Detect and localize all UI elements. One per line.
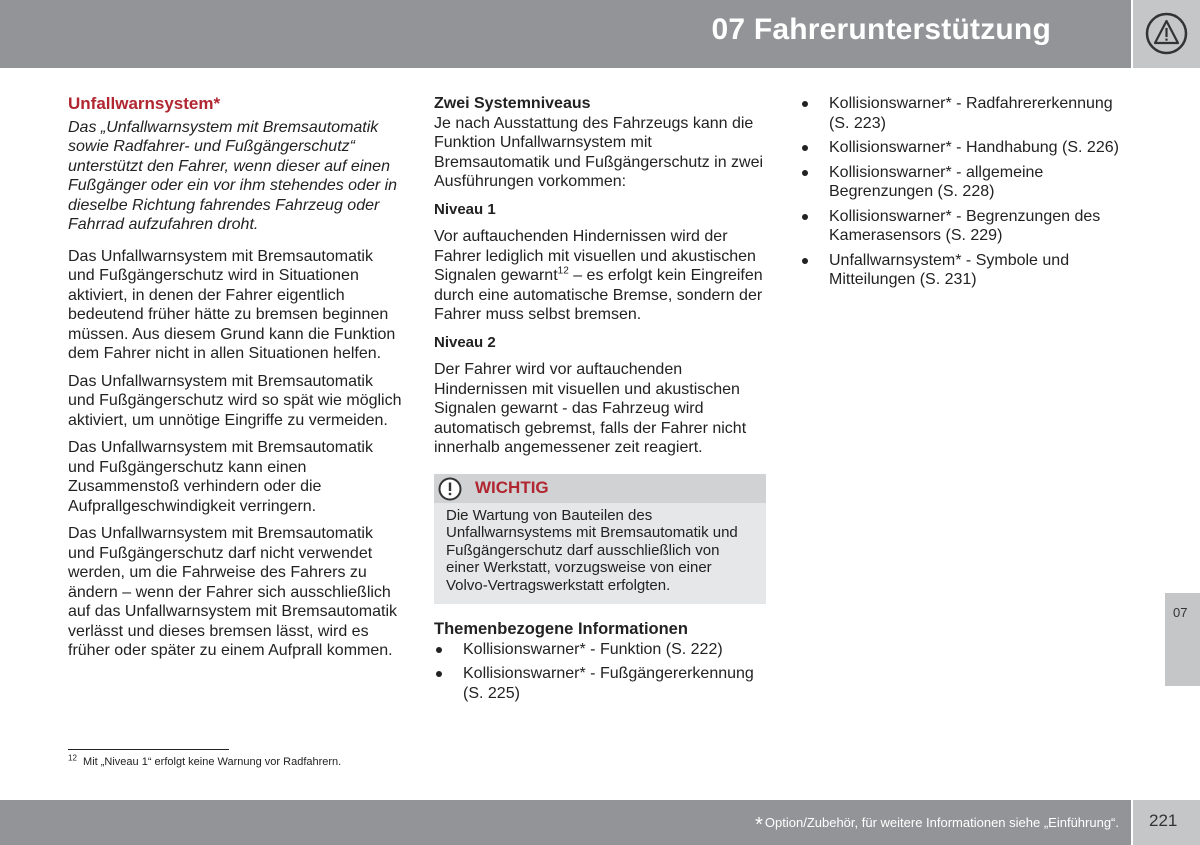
bullet-icon [436,647,442,653]
paragraph: Das Unfallwarnsystem mit Bremsautomatik und Fußgängerschutz wird in Situationen aktiviert, in denen der Fahrer eigentlich bedeutend früher hätte zu bremsen beginnen müssen. Aus diesem Grund kann die Funktion dem Fahrer nicht in allen Situationen helfen. [68,247,396,362]
systemlevels-intro: Je nach Ausstattung des Fahrzeugs kann die Funktion Unfallwarnsystem mit Bremsautomatik und Fußgängerschutz in zwei Ausführungen vorkommen: [434,114,764,190]
related-item: Kollisionswarner* - Begrenzungen des Kamerasensors (S. 229) [800,207,1130,246]
related-list [434,640,766,704]
important-label: WICHTIG [475,477,549,497]
chapter-tab-label: 07 [1173,605,1188,620]
chapter-icon-box [1133,0,1200,68]
bullet-icon [436,671,442,677]
related-item: Kollisionswarner* - Fußgängererkennung (S. 225) [434,664,766,703]
level2-title: Niveau 2 [434,333,496,351]
related-heading: Themenbezogene Informationen [434,620,688,638]
related-item: Kollisionswarner* - allgemeine Begrenzungen (S. 228) [800,163,1130,202]
page-number: 221 [1149,811,1178,830]
section-title: Unfallwarnsystem* [68,94,221,113]
asterisk-icon: * [755,814,763,836]
exclamation-circle-icon [438,477,462,501]
important-box-header [434,474,766,503]
bullet-icon [802,145,808,151]
related-item: Kollisionswarner* - Funktion (S. 222) [434,640,766,660]
footnote [68,753,342,768]
bullet-icon [802,214,808,220]
warning-triangle-icon [1145,12,1188,55]
systemlevels-heading: Zwei Systemniveaus [434,95,591,112]
level1-text: Vor auftauchenden Hindernissen wird der Fahrer lediglich mit visuellen und akustischen Signalen gewarnt$^{12}$ – es erfolgt kein Eingreifen durch eine automatische Bremse, sondern der Fahrer muss selbst bremsen. [434,228,763,323]
paragraph: Das Unfallwarnsystem mit Bremsautomatik und Fußgängerschutz darf nicht verwendet werden, um die Fahrweise des Fahrers zu ändern – wenn der Fahrer sich ausschließlich auf das Unfallwarnsystem mit Bremsautomatik verlässt und dieses bremsen lässt, wird es früher oder später zu einem Aufprall kommen. [68,525,397,659]
important-box [434,474,766,605]
footnote-divider [68,749,229,750]
paragraph: Das Unfallwarnsystem mit Bremsautomatik und Fußgängerschutz kann einen Zusammenstoß verhindern oder die Aufprallgeschwindigkeit verringern. [68,439,373,515]
page-footer [0,800,1131,845]
level1-title: Niveau 1 [434,200,496,218]
important-text: Die Wartung von Bauteilen des Unfallwarnsystems mit Bremsautomatik und Fußgängerschutz darf ausschließlich von einer Werkstatt, vorzugsweise von einer Volvo-Vertragswerkstatt erfolgten. [446,506,738,594]
page-number-box [1133,800,1200,845]
column-middle [434,94,766,708]
related-item: Kollisionswarner* - Radfahrererkennung (S. 223) [800,94,1130,133]
level2-text: Der Fahrer wird vor auftauchenden Hindernissen mit visuellen und akustischen Signalen gewarnt - das Fahrzeug wird automatisch gebremst, falls der Fahrer nicht innerhalb angemessener zeit reagiert. [434,361,747,456]
related-item: Kollisionswarner* - Handhabung (S. 226) [800,138,1130,158]
chapter-tab [1165,593,1200,686]
chapter-title: 07 Fahrerunterstützung [711,13,1051,46]
footer-note: * Option/Zubehör, für weitere Informationen siehe „Einführung“. [755,814,1119,836]
related-list-continued [800,94,1130,290]
bullet-icon [802,170,808,176]
intro-text: Das „Unfallwarnsystem mit Bremsautomatik sowie Radfahrer- und Fußgängerschutz“ unterstützt den Fahrer, wenn dieser auf einen Fußgänger oder ein vor ihm stehendes oder in dieselbe Richtung fahrendes Fahrzeug oder Fahrrad aufzufahren droht. [68,118,398,233]
bullet-icon [802,258,808,264]
related-item: Unfallwarnsystem* - Symbole und Mitteilungen (S. 231) [800,251,1130,290]
footnote-number: 12 [68,753,77,763]
column-left [68,94,403,669]
bullet-icon [802,101,808,107]
chapter-header [0,0,1131,68]
footnote-text: Mit „Niveau 1“ erfolgt keine Warnung vor Radfahrern. [83,756,342,768]
footnote-ref: 12 [557,265,569,277]
paragraph: Das Unfallwarnsystem mit Bremsautomatik und Fußgängerschutz wird so spät wie möglich aktiviert, um unnötige Eingriffe zu vermeiden. [68,372,402,429]
column-right [800,94,1130,295]
